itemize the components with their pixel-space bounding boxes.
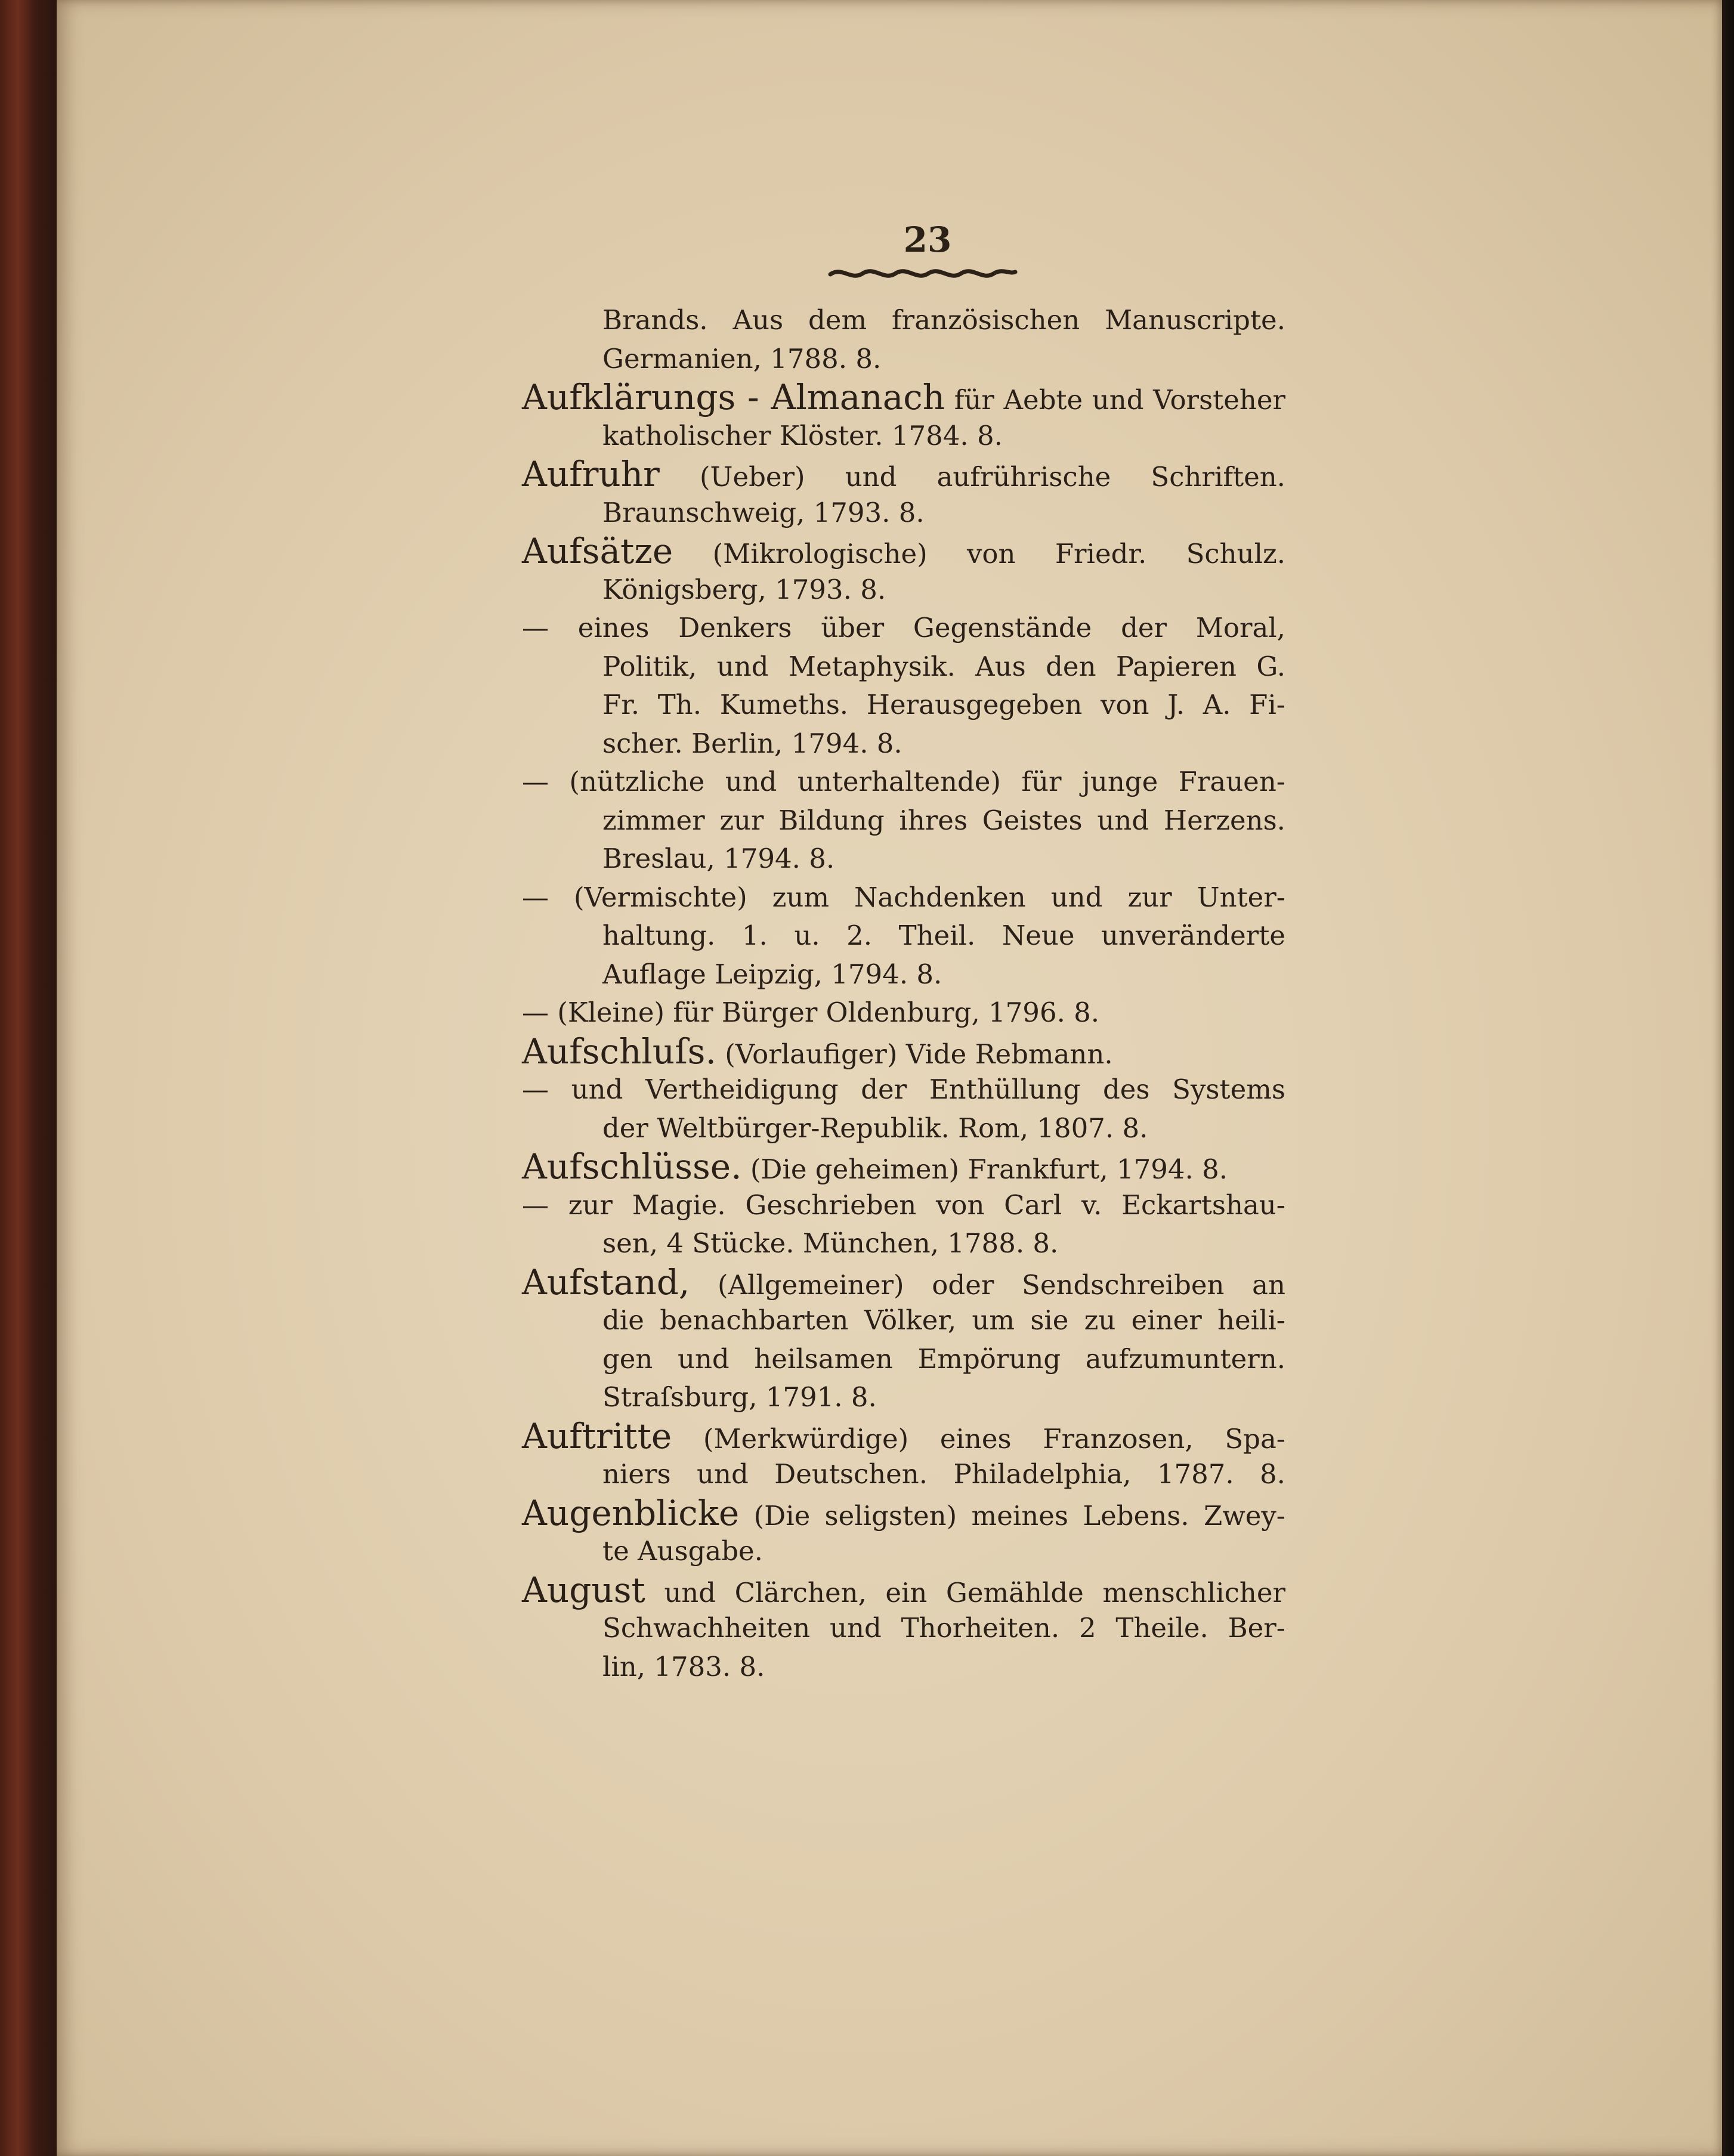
continuation-line [522, 1301, 1285, 1340]
entry-text: die benachbarten Völker, um sie zu einer heili- [602, 1304, 1285, 1336]
entry-text: (Ueber) und aufrührische Schriften. [659, 461, 1285, 493]
entry-text: (Allgemeiner) oder Sendschreiben an [690, 1269, 1285, 1301]
entry-text: sen, 4 Stücke. München, 1788. 8. [602, 1227, 1059, 1259]
entry-text: te Ausgabe. [602, 1535, 763, 1567]
entry-line [522, 532, 1285, 571]
continuation-line [522, 1224, 1285, 1263]
entry-headword: Aufklärungs - Almanach [522, 377, 945, 417]
continuation-line [522, 917, 1285, 955]
entry-text: scher. Berlin, 1794. 8. [602, 727, 902, 759]
sub-entry-line [522, 1071, 1285, 1109]
entry-text: (Vorlaufiger) Vide Rebmann. [716, 1038, 1113, 1070]
entry-line [522, 1494, 1285, 1533]
entry-text: für Aebte und Vorsteher [945, 384, 1285, 416]
entry-line [522, 1417, 1285, 1456]
entry-headword: Auftritte [522, 1415, 672, 1456]
continuation-line [522, 1340, 1285, 1379]
continuation-line [522, 840, 1285, 879]
entry-line [522, 1571, 1285, 1610]
entry-text: (Mikrologische) von Friedr. Schulz. [673, 538, 1285, 570]
page-number: 23 [903, 219, 952, 260]
entry-text: niers und Deutschen. Philadelphia, 1787. 8. [602, 1458, 1285, 1490]
ornament-rule [827, 261, 1018, 285]
entry-text: haltung. 1. u. 2. Theil. Neue unveränderte [602, 920, 1285, 951]
entry-line [522, 455, 1285, 494]
entry-text: — (nützliche und unterhaltende) für junge Frauen- [522, 766, 1285, 797]
entry-headword: Aufsätze [522, 531, 673, 571]
entry-text: Politik, und Metaphysik. Aus den Papieren G. [602, 650, 1285, 682]
entry-text: Braunschweig, 1793. 8. [602, 496, 925, 528]
sub-entry-line [522, 1186, 1285, 1225]
entry-text: katholischer Klöster. 1784. 8. [602, 419, 1003, 451]
entry-text: (Die geheimen) Frankfurt, 1794. 8. [741, 1153, 1228, 1185]
entry-text: Fr. Th. Kumeths. Herausgegeben von J. A. Fi- [602, 689, 1285, 720]
page-edge-shadow [1722, 0, 1734, 2156]
sub-entry-line [522, 994, 1285, 1032]
sub-entry-line [522, 763, 1285, 802]
entry-line [522, 1147, 1285, 1186]
entry-text: (Die seligsten) meines Lebens. Zwey- [739, 1499, 1285, 1532]
continuation-line [522, 648, 1285, 686]
entry-line [522, 1032, 1285, 1071]
entry-text: Auflage Leipzig, 1794. 8. [602, 958, 942, 990]
continuation-line [522, 686, 1285, 725]
entry-headword: Aufruhr [522, 454, 660, 494]
entry-line [522, 378, 1285, 417]
text-block [522, 301, 1285, 1686]
entry-headword: Aufschlüsse. [522, 1146, 742, 1187]
entry-text: — eines Denkers über Gegenstände der Moral, [522, 612, 1285, 644]
entry-text: Brands. Aus dem französischen Manuscripte. [602, 304, 1285, 336]
continuation-line [522, 1455, 1285, 1494]
sub-entry-line [522, 609, 1285, 648]
entry-text: Königsberg, 1793. 8. [602, 573, 886, 605]
continuation-line [522, 494, 1285, 533]
entry-text: — zur Magie. Geschrieben von Carl v. Eckartshau- [522, 1189, 1285, 1221]
entry-text: der Weltbürger-Republik. Rom, 1807. 8. [602, 1112, 1148, 1144]
continuation-line [522, 1109, 1285, 1148]
entry-text: lin, 1783. 8. [602, 1650, 765, 1682]
entry-line [522, 1263, 1285, 1302]
continuation-line [522, 1648, 1285, 1687]
entry-text: — (Kleine) für Bürger Oldenburg, 1796. 8. [522, 997, 1100, 1028]
entry-text: Germanien, 1788. 8. [602, 342, 882, 375]
entry-headword: Aufschluſs. [522, 1031, 716, 1072]
entry-headword: Aufstand, [522, 1261, 690, 1303]
continuation-line [522, 1532, 1285, 1571]
book-page [57, 0, 1722, 2156]
entry-text: — (Vermischte) zum Nachdenken und zur Unter- [522, 881, 1285, 913]
entry-headword: August [522, 1569, 645, 1610]
continuation-line [522, 301, 1285, 340]
entry-headword: Augenblicke [522, 1492, 740, 1533]
continuation-line [522, 571, 1285, 610]
entry-text: — und Vertheidigung der Enthüllung des Systems [522, 1074, 1285, 1105]
sub-entry-line [522, 879, 1285, 917]
entry-text: (Merkwürdige) eines Franzosen, Spa- [672, 1422, 1285, 1455]
continuation-line [522, 725, 1285, 763]
entry-text: Straſsburg, 1791. 8. [602, 1381, 877, 1413]
entry-text: und Clärchen, ein Gemählde menschlicher [645, 1576, 1285, 1609]
entry-text: Schwachheiten und Thorheiten. 2 Theile. Ber- [602, 1612, 1285, 1644]
entry-text: zimmer zur Bildung ihres Geistes und Herzens. [602, 804, 1285, 836]
entry-text: Breslau, 1794. 8. [602, 843, 835, 874]
continuation-line [522, 955, 1285, 994]
continuation-line [522, 417, 1285, 456]
continuation-line [522, 1378, 1285, 1417]
entry-text: gen und heilsamen Empörung aufzumuntern. [602, 1343, 1285, 1375]
continuation-line [522, 1609, 1285, 1648]
continuation-line [522, 340, 1285, 379]
continuation-line [522, 802, 1285, 840]
